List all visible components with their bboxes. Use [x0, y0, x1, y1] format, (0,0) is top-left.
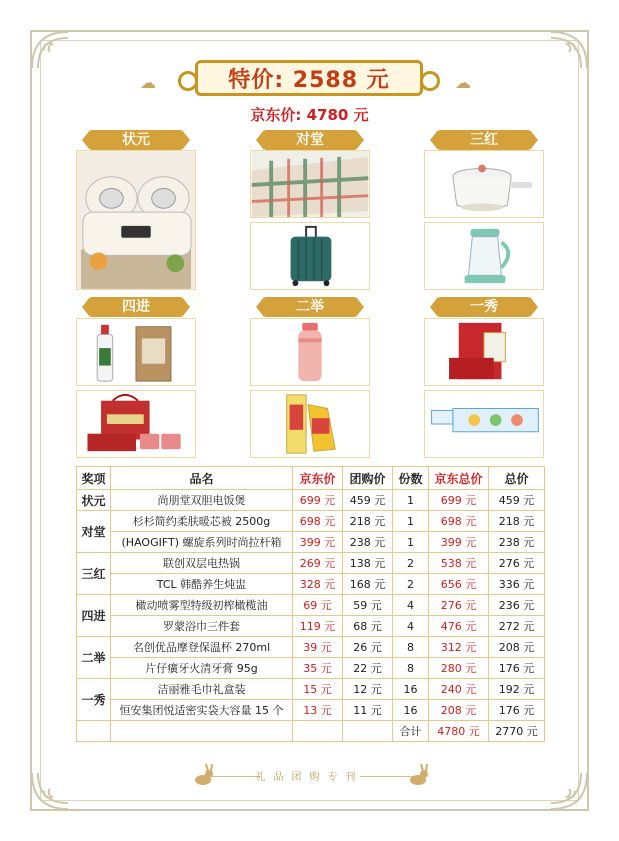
empty-cell: [343, 721, 393, 742]
jd-total-cell: 399 元: [429, 532, 489, 553]
cloud-ornament-icon: ☁: [140, 73, 156, 92]
jd-total-cell: 240 元: [429, 679, 489, 700]
footer-title: 礼品团购专刊: [255, 772, 364, 783]
towel-gift-box-image: [424, 318, 544, 386]
header-qty: 份数: [393, 467, 429, 490]
award-cell: 状元: [77, 490, 111, 511]
jd-price-cell: 15 元: [293, 679, 343, 700]
jd-price-cell: 269 元: [293, 553, 343, 574]
jd-price-cell: 328 元: [293, 574, 343, 595]
total-cell: 176 元: [489, 658, 545, 679]
olive-oil-image: [76, 318, 196, 386]
qty-cell: 2: [393, 553, 429, 574]
toothpaste-image: [250, 390, 370, 458]
total-cell: 192 元: [489, 679, 545, 700]
name-cell: 尚朋堂双胆电饭煲: [111, 490, 293, 511]
group-price-cell: 11 元: [343, 700, 393, 721]
jd-total-cell: 276 元: [429, 595, 489, 616]
jd-total-cell: 538 元: [429, 553, 489, 574]
jd-price-cell: 698 元: [293, 511, 343, 532]
jd-price-cell: 69 元: [293, 595, 343, 616]
qty-cell: 8: [393, 658, 429, 679]
rice-cooker-image: [76, 150, 196, 290]
towel-set-image: [76, 390, 196, 458]
jd-total-cell: 656 元: [429, 574, 489, 595]
table-row: [77, 658, 545, 679]
award-tag-erju: 二举: [264, 297, 356, 317]
group-price-cell: 168 元: [343, 574, 393, 595]
qty-cell: 2: [393, 574, 429, 595]
table-row: [77, 511, 545, 532]
name-cell: TCL 韩酷养生炖盅: [111, 574, 293, 595]
group-price-cell: 238 元: [343, 532, 393, 553]
name-cell: 杉杉简约柔肤暖芯被 2500g: [111, 511, 293, 532]
award-tag-yixiu: 一秀: [438, 297, 530, 317]
storage-bags-image: [424, 390, 544, 458]
total-cell: 176 元: [489, 700, 545, 721]
empty-cell: [293, 721, 343, 742]
electric-pot-image: [424, 150, 544, 218]
jd-price-cell: 119 元: [293, 616, 343, 637]
jd-total-cell: 280 元: [429, 658, 489, 679]
header-total: 总价: [489, 467, 545, 490]
header-group-price: 团购价: [343, 467, 393, 490]
header-award: 奖项: [77, 467, 111, 490]
award-tag-sijin: 四进: [90, 297, 182, 317]
special-price-text: 特价: 2588 元: [228, 67, 390, 93]
name-cell: 名创优品摩登保温杯 270ml: [111, 637, 293, 658]
qty-cell: 8: [393, 637, 429, 658]
jd-price-cell: 13 元: [293, 700, 343, 721]
group-price-cell: 68 元: [343, 616, 393, 637]
cloud-ornament-icon: ☁: [455, 73, 471, 92]
empty-cell: [111, 721, 293, 742]
jd-total-cell: 698 元: [429, 511, 489, 532]
name-cell: 罗蒙浴巾三件套: [111, 616, 293, 637]
table-header-row: [77, 467, 545, 490]
table-row: [77, 700, 545, 721]
table-row: [77, 679, 545, 700]
jd-total-cell: 699 元: [429, 490, 489, 511]
award-cell: 二举: [77, 637, 111, 679]
table-row: [77, 490, 545, 511]
name-cell: 橄动喷雾型特级初榨橄榄油: [111, 595, 293, 616]
group-price-cell: 12 元: [343, 679, 393, 700]
group-price-cell: 26 元: [343, 637, 393, 658]
header-jd-price: 京东价: [293, 467, 343, 490]
total-cell: 208 元: [489, 637, 545, 658]
award-tag-duitang: 对堂: [264, 130, 356, 150]
name-cell: 联创双层电热锅: [111, 553, 293, 574]
jd-total-cell: 312 元: [429, 637, 489, 658]
quilt-image: [250, 150, 370, 218]
thermos-cup-image: [250, 318, 370, 386]
special-price-banner: [195, 60, 423, 96]
group-price-cell: 218 元: [343, 511, 393, 532]
group-price-cell: 459 元: [343, 490, 393, 511]
sum-total: 2770 元: [489, 721, 545, 742]
sum-jd-total: 4780 元: [429, 721, 489, 742]
group-price-cell: 138 元: [343, 553, 393, 574]
group-price-cell: 59 元: [343, 595, 393, 616]
name-cell: 恒安集团悦适密实袋大容量 15 个: [111, 700, 293, 721]
qty-cell: 1: [393, 490, 429, 511]
jd-price-cell: 399 元: [293, 532, 343, 553]
table-row: [77, 595, 545, 616]
total-cell: 336 元: [489, 574, 545, 595]
table-row: [77, 553, 545, 574]
total-cell: 236 元: [489, 595, 545, 616]
jd-price-cell: 39 元: [293, 637, 343, 658]
qty-cell: 1: [393, 532, 429, 553]
qty-cell: 4: [393, 595, 429, 616]
name-cell: (HAOGIFT) 螺旋系列时尚拉杆箱: [111, 532, 293, 553]
jd-total-cell: 476 元: [429, 616, 489, 637]
table-row: [77, 616, 545, 637]
total-cell: 459 元: [489, 490, 545, 511]
sum-row: [77, 721, 545, 742]
qty-cell: 16: [393, 679, 429, 700]
name-cell: 片仔癀牙火清牙膏 95g: [111, 658, 293, 679]
qty-cell: 1: [393, 511, 429, 532]
header-name: 品名: [111, 467, 293, 490]
total-cell: 272 元: [489, 616, 545, 637]
award-cell: 对堂: [77, 511, 111, 553]
award-cell: 四进: [77, 595, 111, 637]
name-cell: 洁丽雅毛巾礼盒装: [111, 679, 293, 700]
rabbit-ornament-icon: [405, 762, 431, 788]
rabbit-ornament-icon: [190, 762, 216, 788]
total-cell: 238 元: [489, 532, 545, 553]
award-tag-zhuangyuan: 状元: [90, 130, 182, 150]
empty-cell: [77, 721, 111, 742]
table-row: [77, 637, 545, 658]
sum-label: 合计: [393, 721, 429, 742]
award-cell: 三红: [77, 553, 111, 595]
jd-price-cell: 35 元: [293, 658, 343, 679]
qty-cell: 4: [393, 616, 429, 637]
health-kettle-image: [424, 222, 544, 290]
jd-price-cell: 699 元: [293, 490, 343, 511]
qty-cell: 16: [393, 700, 429, 721]
price-table: [76, 466, 545, 742]
table-row: [77, 574, 545, 595]
award-cell: 一秀: [77, 679, 111, 721]
luggage-image: [250, 222, 370, 290]
jd-price-text: 京东价: 4780 元: [250, 106, 369, 124]
jd-total-cell: 208 元: [429, 700, 489, 721]
award-tag-sanhong: 三红: [438, 130, 530, 150]
group-price-cell: 22 元: [343, 658, 393, 679]
total-cell: 218 元: [489, 511, 545, 532]
corner-ornament-icon: [30, 30, 70, 70]
header-jd-total: 京东总价: [429, 467, 489, 490]
total-cell: 276 元: [489, 553, 545, 574]
table-row: [77, 532, 545, 553]
corner-ornament-icon: [549, 30, 589, 70]
